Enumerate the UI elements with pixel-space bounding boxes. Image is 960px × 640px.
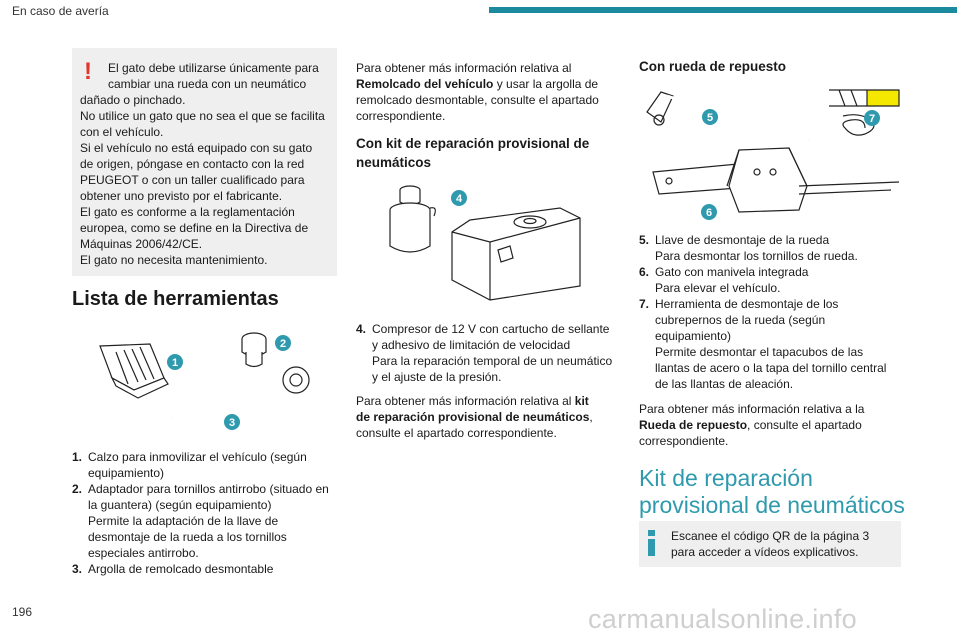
warning-line: PEUGEOT o con un taller cualificado para — [80, 173, 305, 187]
badge-1 — [167, 354, 183, 370]
warning-line: El gato es conforme a la reglamentación — [80, 205, 295, 219]
jack-illustration — [653, 148, 899, 212]
list-item — [639, 264, 901, 296]
spare-list — [639, 232, 901, 392]
badge-5 — [702, 109, 718, 125]
bold-ref: Remolcado del vehículo — [356, 77, 494, 91]
spare-subtitle: Con rueda de repuesto — [639, 59, 787, 74]
paragraph-line — [356, 393, 622, 409]
badge-4 — [451, 190, 467, 206]
svg-text:4: 4 — [455, 193, 463, 205]
wheel-brace-illustration — [647, 92, 809, 140]
item-line: y adhesivo de limitación de velocidad — [372, 338, 571, 352]
text-run: y usar la argolla de — [493, 77, 599, 91]
item-line: Herramienta de desmontaje de los — [655, 297, 839, 311]
page-number: 196 — [12, 605, 33, 619]
antitheft-adaptor-illustration — [242, 333, 266, 367]
paragraph-line — [356, 76, 622, 92]
item-line: de las llantas de aleación. — [655, 377, 794, 391]
warning-text — [80, 60, 330, 268]
item-line: Compresor de 12 V con cartucho de sellante — [372, 322, 610, 336]
text-run: , — [589, 410, 593, 424]
paragraph-line — [639, 417, 901, 433]
paragraph-line: Para obtener más información relativa al — [356, 61, 572, 75]
paragraph-line: correspondiente. — [639, 434, 729, 448]
heading-line: provisional de neumáticos — [639, 492, 905, 518]
list-item — [72, 561, 342, 577]
kit-subtitle — [356, 134, 622, 172]
heading-line: Kit de reparación — [639, 465, 813, 491]
warning-line: cambiar una rueda con un neumático — [108, 77, 307, 91]
badge-6 — [701, 204, 717, 220]
warning-line: de origen, póngase en contacto con la red — [80, 157, 305, 171]
item-line: Para elevar el vehículo. — [655, 281, 781, 295]
spare-paragraph — [639, 401, 901, 449]
item-line: Permite desmontar el tapacubos de las — [655, 345, 864, 359]
exclamation-icon: ! — [84, 58, 92, 85]
text-run: , consulte el apartado — [747, 418, 862, 432]
item-line: y el ajuste de la presión. — [372, 370, 502, 384]
tools-list — [72, 449, 342, 577]
svg-text:7: 7 — [868, 113, 876, 125]
warning-line: El gato no necesita mantenimiento. — [80, 253, 268, 267]
item-number: 3. — [72, 562, 83, 576]
item-line: especiales antirrobo. — [88, 546, 199, 560]
watermark: carmanualsonline.info — [588, 604, 857, 634]
item-number: 4. — [356, 322, 367, 336]
item-line: Calzo para inmovilizar el vehículo (según — [88, 450, 307, 464]
badge-2 — [275, 335, 291, 351]
item-line: la guantera) (según equipamiento) — [88, 498, 272, 512]
paragraph-line: consulte el apartado correspondiente. — [356, 426, 557, 440]
item-number: 2. — [72, 482, 83, 496]
item-line: desmontaje de la rueda a los tornillos — [88, 530, 287, 544]
hubcap-tool-illustration — [829, 90, 899, 135]
header-accent-bar — [489, 7, 957, 13]
warning-line: europea, como se define en la Directiva de — [80, 221, 309, 235]
info-text — [671, 528, 896, 560]
tools-illustration — [72, 322, 342, 440]
list-item — [639, 296, 901, 392]
subtitle-line: Con kit de reparación provisional de — [356, 136, 590, 151]
paragraph-line: Para obtener más información relativa a la — [639, 402, 865, 416]
svg-text:3: 3 — [228, 417, 236, 429]
info-line: para acceder a vídeos explicativos. — [671, 545, 859, 559]
item-number: 1. — [72, 450, 83, 464]
sealant-cartridge-illustration — [390, 186, 435, 252]
warning-line: No utilice un gato que no sea el que se facilita — [80, 109, 325, 123]
tools-title: Lista de herramientas — [72, 288, 279, 310]
warning-line: obtener uno previsto por el fabricante. — [80, 189, 283, 203]
wheel-chock-illustration — [100, 344, 168, 398]
badge-3 — [224, 414, 240, 430]
item-line: Argolla de remolcado desmontable — [88, 562, 274, 576]
item-line: Para la reparación temporal de un neumático — [372, 354, 613, 368]
item-line: Adaptador para tornillos antirrobo (situado en — [88, 482, 329, 496]
info-line: Escanee el código QR de la página 3 — [671, 529, 870, 543]
svg-text:6: 6 — [705, 207, 713, 219]
item-line: Gato con manivela integrada — [655, 265, 809, 279]
svg-text:5: 5 — [706, 112, 714, 124]
bold-ref: Rueda de repuesto — [639, 418, 748, 432]
text-run: Para obtener más información relativa al — [356, 394, 575, 408]
paragraph-line — [356, 409, 622, 425]
subtitle-line: neumáticos — [356, 155, 432, 170]
list-item — [72, 449, 342, 481]
towing-eye-illustration — [172, 367, 309, 418]
item-line: cubrepernos de la rueda (según — [655, 313, 826, 327]
compressor-box-illustration — [452, 208, 580, 300]
warning-line: El gato debe utilizarse únicamente para — [108, 61, 319, 75]
spare-tools-illustration — [639, 82, 901, 226]
warning-line: dañado o pinchado. — [80, 93, 186, 107]
item-line: equipamiento) — [655, 329, 732, 343]
list-item — [639, 232, 901, 264]
kit-paragraph — [356, 393, 622, 441]
item-number: 7. — [639, 297, 650, 311]
badge-7 — [864, 110, 880, 126]
repair-kit-heading — [639, 465, 929, 519]
warning-line: con el vehículo. — [80, 125, 164, 139]
bold-ref: de reparación provisional de neumáticos — [356, 410, 590, 424]
paragraph-line: correspondiente. — [356, 109, 446, 123]
item-line: Para desmontar los tornillos de rueda. — [655, 249, 858, 263]
kit-list — [356, 321, 622, 385]
paragraph-line: remolcado desmontable, consulte el apartado — [356, 93, 599, 107]
item-number: 5. — [639, 233, 650, 247]
item-number: 6. — [639, 265, 650, 279]
item-line: llantas de acero o la tapa del tornillo central — [655, 361, 887, 375]
list-item — [72, 481, 342, 561]
svg-text:1: 1 — [171, 357, 179, 369]
bold-ref: kit — [574, 394, 589, 408]
warning-line: Si el vehículo no está equipado con su gato — [80, 141, 313, 155]
item-line: Llave de desmontaje de la rueda — [655, 233, 830, 247]
svg-text:2: 2 — [279, 338, 287, 350]
running-header: En caso de avería — [12, 4, 109, 18]
compressor-illustration — [380, 180, 590, 310]
item-line: Permite la adaptación de la llave de — [88, 514, 279, 528]
list-item — [356, 321, 622, 385]
warning-line: Máquinas 2006/42/CE. — [80, 237, 203, 251]
info-icon — [648, 530, 655, 556]
towing-paragraph — [356, 60, 622, 124]
item-line: equipamiento) — [88, 466, 165, 480]
